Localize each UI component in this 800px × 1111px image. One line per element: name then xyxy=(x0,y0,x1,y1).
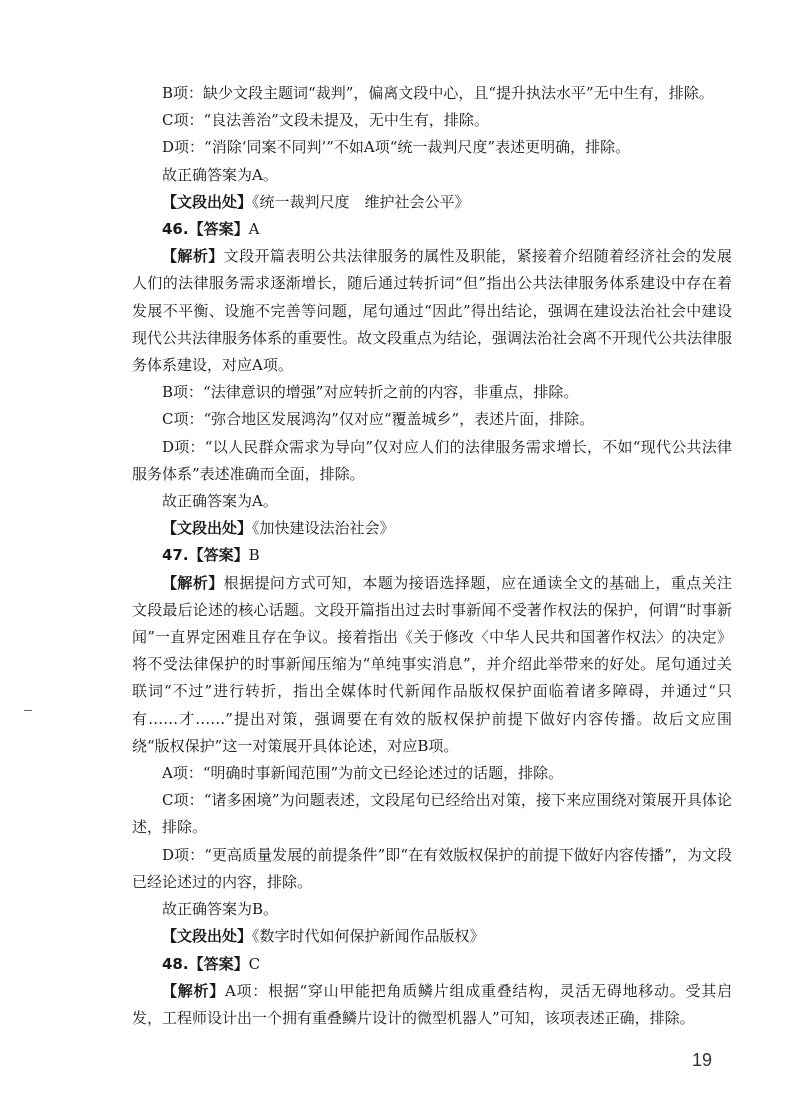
page-number: 19 xyxy=(692,1050,713,1070)
answer-value: C xyxy=(248,954,261,973)
analysis-paragraph xyxy=(132,570,732,760)
option-explanation xyxy=(132,760,732,787)
source-title: 《加快建设法治社会》 xyxy=(252,519,395,538)
paragraph-text: C项：“弥合地区发展鸿沟”仅对应“覆盖城乡”，表述片面，排除。 xyxy=(162,410,595,429)
answer-line xyxy=(132,542,732,569)
answer-line xyxy=(132,216,732,243)
paragraph-text: 文段开篇表明公共法律服务的属性及职能，紧接着介绍随着经济社会的发展人们的法律服务需求逐渐增长，随后通过转折词“但”指出公共法律服务体系建设中存在着发展不平衡、设施不完善等问题，尾句通过“因此”得出结论，强调在建设法治社会中建设现代公共法律服务体系的重要性。故文段重点为结论，强调法治社会离不开现代公共法律服务体系建设，对应A项。 xyxy=(132,247,733,375)
option-explanation xyxy=(132,80,732,107)
paragraph-text: D项：“更高质量发展的前提条件”即“在有效版权保护的前提下做好内容传播”，为文段已经论述过的内容，排除。 xyxy=(132,845,732,891)
source-label: 【文段出处】 xyxy=(162,192,253,211)
source-label: 【文段出处】 xyxy=(162,519,253,538)
answer-label: 46.【答案】 xyxy=(162,220,249,239)
source-title: 《统一裁判尺度 维护社会公平》 xyxy=(252,192,470,211)
final-answer xyxy=(132,896,732,923)
option-explanation xyxy=(132,787,732,841)
paragraph-text: D项：“消除‘同案不同判’”不如A项“统一裁判尺度”表述更明确，排除。 xyxy=(162,138,631,157)
paragraph-text: B项：缺少文段主题词“裁判”，偏离文段中心，且“提升执法水平”无中生有，排除。 xyxy=(162,84,714,102)
analysis-label: 【解析】 xyxy=(162,247,224,266)
final-answer xyxy=(132,488,732,515)
option-explanation xyxy=(132,107,732,134)
paragraph-text: C项：“诸多困境”为问题表述，文段尾句已经给出对策，接下来应围绕对策展开具体论述，排除。 xyxy=(132,791,732,837)
paragraph-text: A项：“明确时事新闻范围”为前文已经论述过的话题，排除。 xyxy=(162,764,564,783)
paragraph-text: 根据提问方式可知，本题为接语选择题，应在通读全文的基础上，重点关注文段最后论述的核心话题。文段开篇指出过去时事新闻不受著作权法的保护，何谓“时事新闻”一直界定困难且存在争议。接着指出《关于修改〈中华人民共和国著作权法〉的决定》将不受法律保护的时事新闻压缩为“单纯事实消息”，并介绍此举带来的好处。尾句通过关联词“不过”进行转折，指出全媒体时代新闻作品版权保护面临着诸多障碍，并通过“只有……才……”提出对策，强调要在有效的版权保护前提下做好内容传播。故后文应围绕“版权保护”这一对策展开具体论述，对应B项。 xyxy=(132,573,732,755)
option-explanation xyxy=(132,406,732,433)
answer-label: 47.【答案】 xyxy=(162,546,249,565)
paragraph-text: B项：“法律意识的增强”对应转折之前的内容，非重点，排除。 xyxy=(162,383,579,402)
option-explanation xyxy=(132,379,732,406)
option-explanation xyxy=(132,134,732,161)
source-line xyxy=(132,923,732,950)
answer-value: A xyxy=(248,220,260,239)
answer-line xyxy=(132,951,732,978)
final-answer xyxy=(132,162,732,189)
margin-mark xyxy=(24,710,32,711)
paragraph-text: C项：“良法善治”文段未提及，无中生有，排除。 xyxy=(162,111,489,130)
source-title: 《数字时代如何保护新闻作品版权》 xyxy=(252,927,485,946)
paragraph-text: 故正确答案为A。 xyxy=(162,165,278,184)
analysis-label: 【解析】 xyxy=(162,573,224,592)
answer-value: B xyxy=(248,546,260,565)
paragraph-text: 故正确答案为A。 xyxy=(162,492,278,511)
analysis-paragraph xyxy=(132,978,732,1032)
source-line xyxy=(132,189,732,216)
source-line xyxy=(132,515,732,542)
option-explanation xyxy=(132,842,732,896)
paragraph-text: A项：根据“穿山甲能把角质鳞片组成重叠结构，灵活无碍地移动。受其启发，工程师设计出一个拥有重叠鳞片设计的微型机器人”可知，该项表述正确，排除。 xyxy=(132,981,732,1027)
paragraph-text: D项：“以人民群众需求为导向”仅对应人们的法律服务需求增长，不如“现代公共法律服务体系”表述准确而全面，排除。 xyxy=(132,437,732,483)
source-label: 【文段出处】 xyxy=(162,927,253,946)
analysis-label: 【解析】 xyxy=(162,981,225,1000)
answer-label: 48.【答案】 xyxy=(162,954,249,973)
answer-explanations xyxy=(132,80,732,1032)
paragraph-text: 故正确答案为B。 xyxy=(162,900,279,919)
option-explanation xyxy=(132,434,732,488)
analysis-paragraph xyxy=(132,243,732,379)
